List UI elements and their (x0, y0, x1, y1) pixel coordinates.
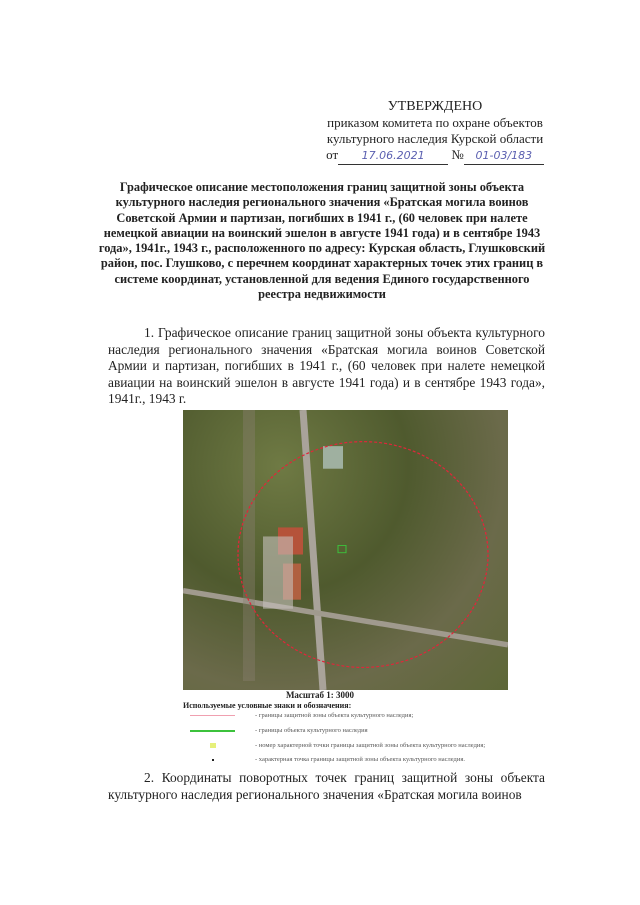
legend-text: - границы защитной зоны объекта культурного наследия; (255, 712, 414, 719)
road (303, 410, 323, 690)
legend-item (190, 756, 465, 763)
point-number-icon (190, 744, 235, 748)
legend-title: Используемые условные знаки и обозначения: (183, 701, 352, 710)
building (323, 446, 343, 469)
legend-text: - характерная точка границы защитной зоны объекта культурного наследия. (255, 756, 465, 763)
legend-item (190, 712, 413, 719)
rail (243, 410, 255, 681)
number-prefix: № (451, 147, 464, 162)
legend-item (190, 742, 485, 749)
approval-line: культурного наследия Курской области (326, 131, 544, 146)
approval-title: УТВЕРЖДЕНО (387, 99, 483, 114)
date-prefix: от (326, 147, 339, 162)
aerial-map (183, 410, 508, 690)
pink-line-icon (190, 715, 235, 716)
legend-item (190, 727, 368, 734)
approval-block (300, 99, 570, 165)
document-heading: Графическое описание местоположения границ защитной зоны объекта культурного наследия регионального значения «Братская могила воинов Советской Армии и партизан, погибших в 1941 г., (60 человек при налете немецкой авиации на воинский эшелон в августе 1941 года) и в сентябре 1943 года», 1941г., 1943 г., расположенного по адресу: Курская область, Глушковский район, пос. Глушково, с перечнем координат характерных точек этих границ в системе координат, установленной для ведения Единого государственного реестра недвижимости (98, 180, 546, 302)
map-overlay (183, 410, 508, 690)
legend-text: - номер характерной точки границы защитной зоны объекта культурного наследия; (255, 742, 486, 749)
green-line-icon (190, 730, 235, 732)
paragraph-1: 1. Графическое описание границ защитной зоны объекта культурного наследия регионального значения «Братская могила воинов Советской Армии и партизан, погибших в 1941 г., (60 человек при налете немецкой авиации на воинский эшелон в августе 1941 года) и в сентябре 1943 года», 1941г., 1943 г. (108, 325, 545, 406)
handwritten-number: 01-03/183 (464, 148, 544, 165)
paragraph-2: 2. Координаты поворотных точек границ защитной зоны объекта культурного наследия регионального значения «Братская могила воинов (108, 770, 545, 802)
road (183, 591, 508, 645)
dot-icon (190, 758, 235, 762)
market (263, 536, 293, 608)
handwritten-date: 17.06.2021 (338, 148, 448, 165)
map-scale: Масштаб 1: 3000 (285, 690, 355, 700)
heritage-object-boundary (338, 545, 346, 552)
legend-text: - границы объекта культурного наследия (255, 727, 368, 734)
approval-line: приказом комитета по охране объектов (327, 115, 543, 130)
